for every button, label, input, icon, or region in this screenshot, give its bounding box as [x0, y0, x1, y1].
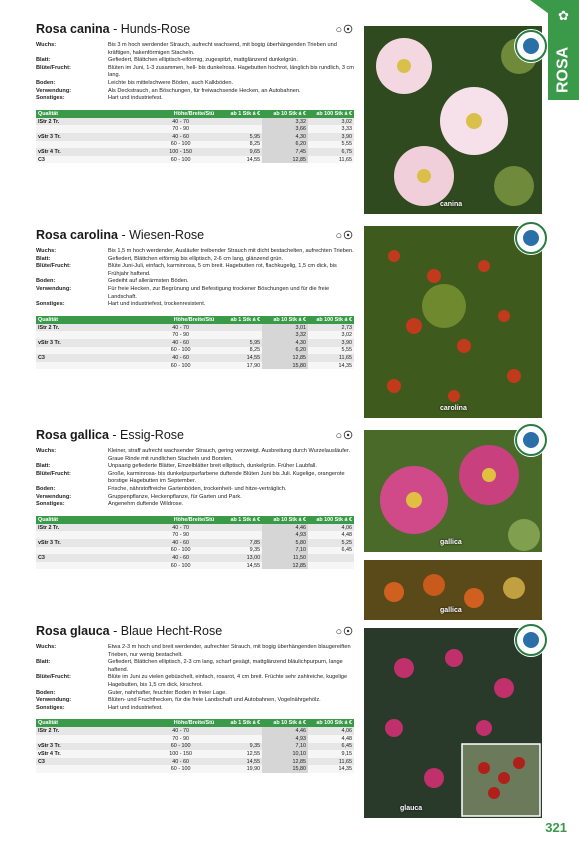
table-cell: 11,65: [308, 156, 354, 164]
attribute-row: [36, 705, 354, 713]
table-cell: [36, 125, 145, 133]
botanical-name: Rosa glauca: [36, 624, 110, 638]
table-cell: 11,65: [308, 354, 354, 362]
table-cell: 7,85: [216, 539, 262, 547]
table-cell: 19,90: [216, 765, 262, 773]
table-cell: 60 - 100: [145, 362, 216, 370]
table-cell: [36, 362, 145, 370]
table-cell: [216, 324, 262, 332]
attribute-key: Verwendung:: [36, 87, 72, 94]
attribute-row: [36, 286, 354, 301]
attribute-value: Bis 3 m hoch werdender Strauch, aufrecht wachsend, mit bogig überhängenden Trieben und kräftigen, hakenförmigen Stacheln.: [108, 42, 337, 56]
sun-symbol-icon: ○☉: [335, 230, 354, 242]
attribute-key: Blüte/Frucht:: [36, 470, 71, 477]
attribute-row: [36, 690, 354, 698]
attribute-row: [36, 256, 354, 264]
quality-seal-icon: [515, 222, 547, 254]
leaf-icon: ✿: [558, 8, 569, 23]
table-cell: 9,35: [216, 743, 262, 751]
table-cell: [36, 547, 145, 555]
table-cell: 5,95: [216, 339, 262, 347]
plant-title: [36, 22, 354, 38]
table-header: ab 1 Stk á €: [216, 110, 262, 118]
photo-gallica: [364, 430, 542, 552]
attribute-key: Blüte/Frucht:: [36, 64, 71, 71]
table-cell: 4,93: [262, 735, 308, 743]
table-cell: 3,32: [262, 331, 308, 339]
table-cell: 12,85: [262, 758, 308, 766]
attribute-key: Wuchs:: [36, 42, 57, 48]
attribute-value: Hart und industriefest, trockenresistent.: [108, 301, 206, 308]
attribute-key: Blatt:: [36, 463, 51, 470]
attribute-row: [36, 301, 354, 309]
table-cell: [216, 727, 262, 735]
table-cell: 3,90: [308, 339, 354, 347]
table-cell: 9,15: [308, 750, 354, 758]
table-row: [36, 743, 354, 751]
table-cell: 40 - 70: [145, 727, 216, 735]
table-row: [36, 524, 354, 532]
table-cell: 4,06: [308, 524, 354, 532]
sun-symbol-icon: ○☉: [335, 24, 354, 36]
table-row: [36, 539, 354, 547]
attribute-key: Wuchs:: [36, 448, 57, 454]
table-header: ab 10 Stk á €: [262, 110, 308, 118]
price-table: [36, 719, 354, 773]
table-cell: lStr 2 Tr.: [36, 118, 145, 126]
rose-photo-canina-illustration: [364, 26, 542, 214]
table-cell: 14,55: [216, 156, 262, 164]
table-cell: 2,73: [308, 324, 354, 332]
table-cell: lStr 2 Tr.: [36, 727, 145, 735]
table-row: [36, 324, 354, 332]
table-cell: vStr 4 Tr.: [36, 750, 145, 758]
price-table: [36, 516, 354, 570]
table-row: [36, 118, 354, 126]
attribute-row: [36, 644, 354, 659]
plant-title: [36, 624, 354, 640]
table-cell: vStr 3 Tr.: [36, 743, 145, 751]
table-cell: 10,10: [262, 750, 308, 758]
botanical-name: Rosa canina: [36, 22, 110, 36]
table-cell: C3: [36, 354, 145, 362]
table-row: [36, 331, 354, 339]
common-name: - Hunds-Rose: [109, 22, 191, 36]
table-cell: 3,66: [262, 125, 308, 133]
table-cell: 5,55: [308, 141, 354, 149]
table-row: [36, 735, 354, 743]
table-cell: C3: [36, 758, 145, 766]
table-cell: 15,80: [262, 765, 308, 773]
attribute-key: Sonstiges:: [36, 301, 65, 308]
table-cell: 14,55: [216, 562, 262, 570]
table-cell: 5,25: [308, 539, 354, 547]
table-cell: 4,06: [308, 727, 354, 735]
photo-canina: [364, 26, 542, 214]
table-cell: [36, 735, 145, 743]
common-name: - Blaue Hecht-Rose: [109, 624, 223, 638]
attribute-key: Blatt:: [36, 255, 51, 262]
attribute-row: [36, 57, 354, 65]
attribute-value: Angenehm duftende Wildrose.: [108, 501, 184, 508]
table-row: [36, 750, 354, 758]
rose-photo-carolina-illustration: [364, 226, 542, 418]
table-header: ab 100 Stk á €: [308, 516, 354, 524]
table-cell: 4,93: [262, 531, 308, 539]
plant-section: [36, 428, 354, 569]
table-cell: 9,65: [216, 148, 262, 156]
table-header: ab 10 Stk á €: [262, 719, 308, 727]
table-cell: [216, 331, 262, 339]
attribute-value: Hart und industriefest.: [108, 704, 163, 711]
table-cell: 70 - 90: [145, 331, 216, 339]
plant-title: [36, 228, 354, 244]
table-cell: 60 - 100: [145, 765, 216, 773]
price-table: [36, 316, 354, 370]
table-cell: 60 - 100: [145, 562, 216, 570]
table-cell: 11,50: [262, 554, 308, 562]
attribute-value: Kleiner, straff aufrecht wachsender Strauch, gering verzweigt. Ausbreitung durch Wurzelausläufer. Graue Rinde mit rundlichen Stacheln und Borsten.: [108, 448, 351, 462]
rose-photo-glauca-illustration: [364, 628, 542, 818]
botanical-name: Rosa carolina: [36, 228, 118, 242]
table-header: Höhe/Breite/Stü: [145, 316, 216, 324]
sun-symbol-icon: ○☉: [335, 430, 354, 442]
table-header: Höhe/Breite/Stü: [145, 719, 216, 727]
table-cell: 9,35: [216, 547, 262, 555]
table-cell: 3,33: [308, 125, 354, 133]
attribute-list: [36, 42, 354, 103]
table-row: [36, 531, 354, 539]
attribute-value: Gefiedert, Blättchen elliptisch-eiförmig, zugespitzt, mattglänzend dunkelgrün.: [108, 57, 298, 64]
table-cell: 7,10: [262, 547, 308, 555]
table-cell: [36, 562, 145, 570]
attribute-value: Als Deckstrauch, an Böschungen, für freiwachsende Hecken, an Autobahnen.: [108, 87, 301, 94]
photo-gallica-hips: [364, 560, 542, 620]
attribute-row: [36, 248, 354, 256]
table-cell: 3,02: [308, 331, 354, 339]
table-cell: 100 - 150: [145, 148, 216, 156]
table-cell: 11,65: [308, 758, 354, 766]
table-cell: 8,25: [216, 347, 262, 355]
table-cell: 8,25: [216, 141, 262, 149]
attribute-key: Wuchs:: [36, 248, 57, 254]
attribute-value: Blüte Juni-Juli, einfach, karminrosa, 5 cm breit. Hagebutten rot, flachkugelig, 1,5 cm dick, bis Frühjahr haftend.: [108, 263, 337, 277]
table-cell: 60 - 100: [145, 141, 216, 149]
table-row: [36, 339, 354, 347]
photo-caption: carolina: [440, 405, 467, 412]
attribute-key: Sonstiges:: [36, 501, 65, 508]
attribute-value: Leichte bis mittelschwere Böden, auch Kalkböden.: [108, 79, 234, 86]
table-cell: 12,85: [262, 562, 308, 570]
table-cell: 60 - 100: [145, 743, 216, 751]
table-cell: C3: [36, 554, 145, 562]
table-row: [36, 727, 354, 735]
table-row: [36, 765, 354, 773]
attribute-list: [36, 448, 354, 509]
table-header: ab 100 Stk á €: [308, 316, 354, 324]
table-cell: 7,45: [262, 148, 308, 156]
table-header: Höhe/Breite/Stü: [145, 110, 216, 118]
table-header: Höhe/Breite/Stü: [145, 516, 216, 524]
table-cell: lStr 2 Tr.: [36, 524, 145, 532]
table-row: [36, 347, 354, 355]
table-header: Qualität: [36, 316, 145, 324]
table-cell: [36, 331, 145, 339]
table-row: [36, 148, 354, 156]
table-cell: 5,55: [308, 347, 354, 355]
table-cell: 5,95: [216, 133, 262, 141]
attribute-row: [36, 263, 354, 278]
attribute-key: Blüte/Frucht:: [36, 263, 71, 270]
page-number: 321: [545, 820, 567, 835]
attribute-value: Gefiedert, Blättchen elliptisch, 2-3 cm lang, scharf gesägt, mattglänzend bläulichpurpurn, lange haftend.: [108, 659, 343, 673]
table-cell: [216, 125, 262, 133]
plant-section: [36, 22, 354, 163]
table-cell: 6,75: [308, 148, 354, 156]
table-cell: 4,46: [262, 524, 308, 532]
table-cell: 60 - 100: [145, 547, 216, 555]
table-cell: 70 - 90: [145, 735, 216, 743]
table-cell: 4,30: [262, 133, 308, 141]
botanical-name: Rosa gallica: [36, 428, 109, 442]
table-header: ab 10 Stk á €: [262, 316, 308, 324]
table-row: [36, 758, 354, 766]
attribute-key: Boden:: [36, 485, 56, 492]
table-cell: 70 - 90: [145, 531, 216, 539]
table-cell: vStr 3 Tr.: [36, 133, 145, 141]
table-cell: 6,45: [308, 743, 354, 751]
table-header: ab 1 Stk á €: [216, 719, 262, 727]
photo-caption: gallica: [440, 539, 462, 546]
attribute-row: [36, 88, 354, 96]
attribute-value: Gruppenpflanze, Heckenpflanze, für Garten und Park.: [108, 493, 242, 500]
table-cell: 40 - 60: [145, 758, 216, 766]
table-cell: [308, 562, 354, 570]
photo-caption: glauca: [400, 805, 423, 812]
table-cell: lStr 2 Tr.: [36, 324, 145, 332]
table-cell: 40 - 70: [145, 118, 216, 126]
table-row: [36, 362, 354, 370]
table-row: [36, 554, 354, 562]
sun-symbol-icon: ○☉: [335, 626, 354, 638]
table-cell: [36, 347, 145, 355]
table-cell: 4,46: [262, 727, 308, 735]
sidebar-label: ROSA: [554, 46, 572, 94]
table-cell: 3,90: [308, 133, 354, 141]
table-cell: [36, 765, 145, 773]
photo-glauca: [364, 628, 542, 818]
attribute-value: Gefiedert, Blättchen eiförmig bis elliptisch, 2-6 cm lang, glänzend grün.: [108, 255, 284, 262]
attribute-row: [36, 674, 354, 689]
table-cell: [36, 531, 145, 539]
attribute-row: [36, 278, 354, 286]
table-row: [36, 133, 354, 141]
plant-title: [36, 428, 354, 444]
attribute-key: Wuchs:: [36, 644, 57, 650]
table-cell: 4,30: [262, 339, 308, 347]
table-cell: 40 - 70: [145, 324, 216, 332]
attribute-value: Unpaarig gefiederte Blätter, Einzelblätter breit elliptisch, dunkelgrün. Früher Laubfall.: [108, 463, 317, 470]
table-row: [36, 547, 354, 555]
attribute-key: Sonstiges:: [36, 704, 65, 711]
table-cell: 100 - 150: [145, 750, 216, 758]
attribute-value: Guter, nahrhafter, feuchter Boden in freier Lage.: [108, 689, 227, 696]
table-row: [36, 141, 354, 149]
table-header: ab 1 Stk á €: [216, 516, 262, 524]
attribute-value: Blüte im Juni zu vielen gebüschelt, einfach, rosarot, 4 cm breit. Früchte sehr zahlreiche, kugelige Hagebutten, bis 1,5 cm dick, kirschrot.: [108, 674, 348, 688]
table-cell: 60 - 100: [145, 156, 216, 164]
table-cell: 14,55: [216, 758, 262, 766]
table-cell: [216, 524, 262, 532]
table-cell: 13,00: [216, 554, 262, 562]
table-cell: 14,55: [216, 354, 262, 362]
table-cell: 40 - 60: [145, 554, 216, 562]
attribute-row: [36, 501, 354, 509]
plant-section: [36, 228, 354, 369]
table-cell: 3,02: [308, 118, 354, 126]
attribute-key: Verwendung:: [36, 697, 72, 704]
attribute-key: Boden:: [36, 278, 56, 285]
attribute-row: [36, 659, 354, 674]
attribute-row: [36, 65, 354, 80]
table-cell: [216, 118, 262, 126]
table-header: ab 10 Stk á €: [262, 516, 308, 524]
table-cell: 40 - 60: [145, 339, 216, 347]
table-cell: 40 - 60: [145, 539, 216, 547]
attribute-row: [36, 486, 354, 494]
table-row: [36, 156, 354, 164]
table-header: Qualität: [36, 110, 145, 118]
attribute-key: Blatt:: [36, 659, 51, 666]
attribute-row: [36, 471, 354, 486]
table-row: [36, 562, 354, 570]
table-cell: C3: [36, 156, 145, 164]
attribute-list: [36, 248, 354, 309]
price-table: [36, 110, 354, 164]
attribute-value: Gedeiht auf allerärmsten Böden.: [108, 278, 189, 285]
table-cell: 4,48: [308, 735, 354, 743]
attribute-key: Sonstiges:: [36, 95, 65, 102]
table-cell: vStr 3 Tr.: [36, 539, 145, 547]
photo-caption: gallica: [440, 607, 462, 614]
table-header: ab 1 Stk á €: [216, 316, 262, 324]
attribute-row: [36, 42, 354, 57]
table-header: Qualität: [36, 719, 145, 727]
table-cell: [308, 554, 354, 562]
table-cell: 14,35: [308, 362, 354, 370]
attribute-row: [36, 463, 354, 471]
table-cell: 6,20: [262, 347, 308, 355]
table-cell: [216, 735, 262, 743]
table-header: ab 100 Stk á €: [308, 719, 354, 727]
table-cell: 4,48: [308, 531, 354, 539]
table-cell: 12,55: [216, 750, 262, 758]
table-cell: 3,01: [262, 324, 308, 332]
photo-carolina: [364, 226, 542, 418]
attribute-value: Bis 1,5 m hoch werdender, Ausläufer treibender Strauch mit dicht bestachelten, aufrechten Trieben.: [108, 248, 354, 254]
table-header: ab 100 Stk á €: [308, 110, 354, 118]
table-cell: 70 - 90: [145, 125, 216, 133]
table-cell: 14,35: [308, 765, 354, 773]
table-cell: 60 - 100: [145, 347, 216, 355]
attribute-row: [36, 95, 354, 103]
rose-photo-gallica-illustration: [364, 430, 542, 552]
attribute-value: Blüten im Juni, 1-3 zusammen, hell- bis dunkelrosa. Hagebutten hochrot, länglich bis rundlich, 3 cm lang.: [108, 64, 354, 79]
attribute-value: Blüten- und Fruchthecken, für die freie Landschaft und Autobahnen, Vogelnährgehölz.: [108, 697, 321, 704]
attribute-row: [36, 80, 354, 88]
table-cell: 12,85: [262, 354, 308, 362]
table-cell: 6,20: [262, 141, 308, 149]
table-cell: 40 - 70: [145, 524, 216, 532]
attribute-value: Hart und industriefest.: [108, 95, 163, 102]
plant-section: [36, 624, 354, 773]
photo-caption: canina: [440, 201, 463, 208]
attribute-value: Frische, nährstoffreiche Gartenböden, trockenheit- und hitze-verträglich.: [108, 485, 287, 492]
attribute-value: Große, karminrosa- bis dunkelpurpurfarbene duftende Blüten Juni bis Juli. Kugelige, orangerote borstige Hagebutten im September.: [108, 470, 345, 485]
attribute-row: [36, 697, 354, 705]
table-cell: 7,10: [262, 743, 308, 751]
table-cell: 17,90: [216, 362, 262, 370]
attribute-value: Etwa 2-3 m hoch und breit werdender, aufrechter Strauch, mit bogig überhängenden blaugereiften Trieben, nur wenig bestachelt.: [108, 644, 351, 658]
table-cell: 3,32: [262, 118, 308, 126]
table-row: [36, 354, 354, 362]
table-cell: 40 - 60: [145, 133, 216, 141]
table-cell: 40 - 60: [145, 354, 216, 362]
attribute-list: [36, 644, 354, 712]
table-cell: 6,45: [308, 547, 354, 555]
table-cell: [36, 141, 145, 149]
attribute-key: Blatt:: [36, 57, 51, 64]
attribute-key: Boden:: [36, 689, 56, 696]
table-cell: vStr 4 Tr.: [36, 148, 145, 156]
attribute-key: Verwendung:: [36, 285, 72, 292]
attribute-key: Blüte/Frucht:: [36, 674, 71, 681]
common-name: - Essig-Rose: [108, 428, 184, 442]
attribute-value: Für freie Hecken, zur Begrünung und Befestigung trockener Böschungen und für die freie Landschaft.: [108, 285, 330, 300]
quality-seal-icon: [515, 624, 547, 656]
table-row: [36, 125, 354, 133]
table-cell: [216, 531, 262, 539]
attribute-row: [36, 448, 354, 463]
quality-seal-icon: [515, 424, 547, 456]
common-name: - Wiesen-Rose: [117, 228, 205, 242]
attribute-row: [36, 494, 354, 502]
table-cell: vStr 3 Tr.: [36, 339, 145, 347]
table-cell: 5,80: [262, 539, 308, 547]
table-header: Qualität: [36, 516, 145, 524]
table-cell: 15,80: [262, 362, 308, 370]
quality-seal-icon: [515, 30, 547, 62]
attribute-key: Boden:: [36, 79, 56, 86]
table-cell: 12,85: [262, 156, 308, 164]
attribute-key: Verwendung:: [36, 493, 72, 500]
